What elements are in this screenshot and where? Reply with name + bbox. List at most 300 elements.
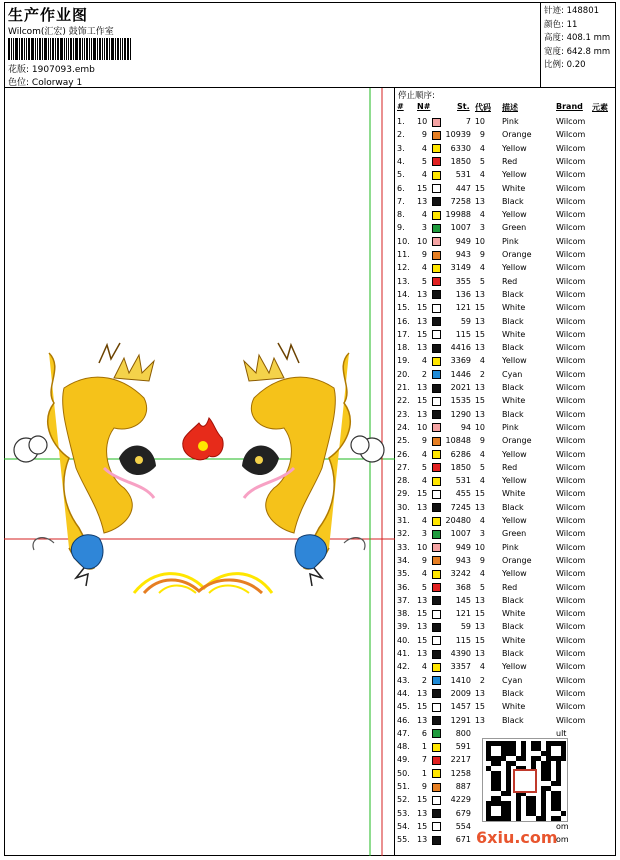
row-index: 15.	[397, 303, 410, 313]
color-swatch	[432, 836, 441, 845]
row-stitches: 3357	[450, 662, 471, 672]
row-description: White	[502, 303, 526, 313]
color-swatch	[432, 822, 441, 831]
row-description: White	[502, 183, 526, 193]
row-description: Red	[502, 462, 518, 472]
row-stitches: 4229	[450, 795, 471, 805]
row-description: Black	[502, 289, 524, 299]
table-row	[395, 674, 616, 687]
table-row	[395, 527, 616, 540]
table-row	[395, 434, 616, 447]
row-stitches: 355	[455, 276, 471, 286]
row-stitches: 531	[455, 476, 471, 486]
row-description: Black	[502, 715, 524, 725]
color-swatch	[432, 517, 441, 526]
qr-cell	[496, 761, 501, 766]
row-stitches: 121	[455, 303, 471, 313]
row-code: 13	[474, 649, 485, 658]
barcode-bar	[68, 38, 69, 60]
row-brand: Wilcom	[556, 542, 586, 552]
row-description: Yellow	[502, 569, 527, 579]
row-code: 3	[479, 223, 485, 233]
color-swatch	[432, 743, 441, 752]
row-code: 9	[479, 130, 485, 140]
row-description: Yellow	[502, 263, 527, 273]
row-needle: 15	[417, 795, 428, 805]
row-stitches: 59	[460, 622, 471, 632]
row-code: 4	[479, 170, 485, 180]
row-code: 15	[474, 609, 485, 619]
row-brand: Wilcom	[556, 170, 586, 180]
barcode-bar	[102, 38, 103, 60]
row-index: 47.	[397, 728, 410, 738]
row-index: 22.	[397, 396, 410, 406]
row-stitches: 3369	[450, 356, 471, 366]
row-stitches: 3149	[450, 263, 471, 273]
row-brand: Wilcom	[556, 635, 586, 645]
row-brand: Wilcom	[556, 502, 586, 512]
row-needle: 5	[421, 582, 427, 592]
row-stitches: 1007	[450, 529, 471, 539]
barcode	[8, 38, 132, 60]
color-swatch	[432, 556, 441, 565]
barcode-bar	[21, 38, 23, 60]
row-needle: 4	[421, 569, 427, 579]
row-stitches: 59	[460, 316, 471, 326]
color-swatch	[432, 211, 441, 220]
row-stitches: 115	[455, 329, 471, 339]
color-swatch	[432, 796, 441, 805]
color-swatch	[432, 197, 441, 206]
row-stitches: 6330	[450, 143, 471, 153]
row-index: 1.	[397, 117, 405, 126]
row-brand: Wilcom	[556, 662, 586, 672]
row-needle: 3	[421, 223, 427, 233]
row-brand: Wilcom	[556, 303, 586, 313]
row-description: Yellow	[502, 143, 527, 153]
color-swatch	[432, 224, 441, 233]
color-swatch	[432, 729, 441, 738]
row-needle: 13	[417, 502, 428, 512]
row-code: 10	[474, 236, 485, 246]
colorway-line	[8, 75, 82, 88]
table-row	[395, 288, 616, 301]
row-index: 16.	[397, 316, 410, 326]
table-row	[395, 421, 616, 434]
row-stitches: 2217	[450, 755, 471, 765]
row-needle: 15	[417, 396, 428, 406]
row-index: 30.	[397, 502, 410, 512]
row-code: 9	[479, 250, 485, 259]
row-index: 46.	[397, 715, 410, 725]
row-index: 43.	[397, 675, 410, 685]
barcode-bar	[37, 38, 38, 60]
row-needle: 7	[421, 755, 427, 765]
row-description: White	[502, 609, 526, 619]
color-swatch	[432, 237, 441, 246]
row-needle: 15	[417, 821, 428, 831]
color-swatch	[432, 809, 441, 818]
row-brand: Wilcom	[556, 356, 586, 366]
row-stitches: 7	[465, 117, 471, 126]
row-needle: 6	[421, 728, 427, 738]
row-needle: 10	[417, 236, 428, 246]
row-code: 5	[479, 582, 485, 592]
row-description: Black	[502, 595, 524, 605]
row-index: 49.	[397, 755, 410, 765]
row-code: 4	[479, 476, 485, 486]
row-brand: Wilcom	[556, 369, 586, 379]
barcode-bar	[11, 38, 12, 60]
table-row	[395, 594, 616, 607]
color-swatch	[432, 344, 441, 353]
row-description: Orange	[502, 555, 532, 565]
row-needle: 4	[421, 449, 427, 459]
table-row	[395, 620, 616, 633]
barcode-bar	[60, 38, 63, 60]
row-stitches: 6286	[450, 449, 471, 459]
table-row	[395, 567, 616, 580]
barcode-bar	[66, 38, 67, 60]
row-code: 15	[474, 489, 485, 499]
col-header-brand: Brand	[556, 102, 583, 111]
color-swatch	[432, 583, 441, 592]
barcode-bar	[35, 38, 36, 60]
table-row	[395, 221, 616, 234]
row-description: Black	[502, 383, 524, 392]
row-code: 4	[479, 569, 485, 579]
qr-cell	[521, 756, 526, 761]
color-swatch	[432, 530, 441, 539]
right-dragon	[242, 343, 384, 586]
table-row	[395, 208, 616, 221]
row-index: 14.	[397, 289, 410, 299]
row-description: Pink	[502, 422, 519, 432]
row-needle: 15	[417, 329, 428, 339]
colorway-value: Colorway 1	[31, 78, 83, 88]
row-brand: Wilcom	[556, 196, 586, 206]
row-stitches: 1850	[450, 156, 471, 166]
row-index: 9.	[397, 223, 405, 233]
row-description: Pink	[502, 236, 519, 246]
qr-cell	[506, 816, 511, 821]
row-needle: 5	[421, 156, 427, 166]
row-index: 37.	[397, 595, 410, 605]
barcode-bar	[24, 38, 25, 60]
row-description: Black	[502, 343, 524, 353]
barcode-bar	[99, 38, 101, 60]
row-index: 13.	[397, 276, 410, 286]
row-needle: 4	[421, 356, 427, 366]
row-description: White	[502, 489, 526, 499]
row-description: Yellow	[502, 449, 527, 459]
row-description: Pink	[502, 117, 519, 126]
row-index: 17.	[397, 329, 410, 339]
barcode-bar	[44, 38, 47, 60]
table-row	[395, 408, 616, 421]
row-needle: 15	[417, 702, 428, 712]
row-code: 15	[474, 329, 485, 339]
row-needle: 13	[417, 409, 428, 419]
row-needle: 13	[417, 289, 428, 299]
row-brand: Wilcom	[556, 383, 586, 392]
row-code: 13	[474, 715, 485, 725]
table-row	[395, 115, 616, 128]
color-swatch	[432, 410, 441, 419]
row-stitches: 1258	[450, 768, 471, 778]
color-swatch	[432, 477, 441, 486]
color-swatch	[432, 357, 441, 366]
row-brand: Wilcom	[556, 130, 586, 140]
row-code: 13	[474, 595, 485, 605]
barcode-bar	[93, 38, 96, 60]
barcode-bar	[124, 38, 126, 60]
table-row	[395, 195, 616, 208]
row-stitches: 949	[455, 236, 471, 246]
row-stitches: 455	[455, 489, 471, 499]
design-value: 1907093.emb	[31, 65, 95, 75]
row-description: Red	[502, 582, 518, 592]
row-stitches: 943	[455, 250, 471, 259]
barcode-bar	[48, 38, 49, 60]
col-header-desc: 描述	[502, 103, 518, 112]
color-swatch	[432, 490, 441, 499]
row-stitches: 4390	[450, 649, 471, 658]
row-brand: Wilcom	[556, 343, 586, 353]
page-title: 生产作业图	[8, 6, 89, 24]
row-stitches: 679	[455, 808, 471, 818]
row-code: 13	[474, 688, 485, 698]
color-swatch	[432, 610, 441, 619]
barcode-bar	[117, 38, 119, 60]
color-swatch	[432, 384, 441, 393]
color-swatch	[432, 596, 441, 605]
row-index: 51.	[397, 782, 410, 791]
row-needle: 9	[421, 555, 427, 565]
row-stitches: 1850	[450, 462, 471, 472]
color-swatch	[432, 171, 441, 180]
wave-pattern	[134, 574, 272, 593]
watermark: 6xiu.com	[476, 828, 558, 847]
row-description: Orange	[502, 436, 532, 446]
table-row	[395, 554, 616, 567]
barcode-bar	[115, 38, 116, 60]
row-stitches: 887	[455, 782, 471, 791]
barcode-bar	[130, 38, 131, 60]
color-swatch	[432, 769, 441, 778]
row-description: Black	[502, 409, 524, 419]
row-index: 23.	[397, 409, 410, 419]
row-brand: Wilcom	[556, 409, 586, 419]
color-swatch	[432, 716, 441, 725]
row-brand: Wilcom	[556, 263, 586, 273]
row-code: 15	[474, 635, 485, 645]
row-index: 18.	[397, 343, 410, 353]
row-code: 9	[479, 555, 485, 565]
row-stitches: 2009	[450, 688, 471, 698]
color-swatch	[432, 157, 441, 166]
table-row	[395, 474, 616, 487]
row-needle: 4	[421, 263, 427, 273]
row-code: 5	[479, 276, 485, 286]
row-index: 24.	[397, 422, 410, 432]
barcode-bar	[31, 38, 34, 60]
row-needle: 4	[421, 170, 427, 180]
barcode-bar	[19, 38, 20, 60]
row-description: Pink	[502, 542, 519, 552]
color-swatch	[432, 317, 441, 326]
color-swatch	[432, 543, 441, 552]
row-needle: 13	[417, 688, 428, 698]
barcode-bar	[8, 38, 10, 60]
barcode-bar	[13, 38, 14, 60]
row-brand: Wilcom	[556, 675, 586, 685]
row-stitches: 1410	[450, 675, 471, 685]
color-swatch	[432, 650, 441, 659]
row-description: Green	[502, 529, 527, 539]
barcode-bar	[86, 38, 88, 60]
color-swatch	[432, 437, 441, 446]
row-brand: Wilcom	[556, 276, 586, 286]
col-header-idx: #	[397, 102, 404, 111]
row-description: Black	[502, 502, 524, 512]
col-header-element: 元素	[592, 103, 608, 112]
row-code: 4	[479, 449, 485, 459]
barcode-bar	[84, 38, 85, 60]
row-needle: 4	[421, 210, 427, 220]
row-brand: om	[556, 835, 569, 845]
row-stitches: 1535	[450, 396, 471, 406]
table-row	[395, 581, 616, 594]
row-index: 40.	[397, 635, 410, 645]
row-stitches: 20480	[445, 516, 471, 525]
row-code: 4	[479, 143, 485, 153]
table-row	[395, 394, 616, 407]
row-index: 42.	[397, 662, 410, 672]
row-index: 25.	[397, 436, 410, 446]
row-description: Yellow	[502, 476, 527, 486]
row-code: 13	[474, 289, 485, 299]
row-code: 13	[474, 622, 485, 632]
row-code: 10	[474, 542, 485, 552]
row-code: 13	[474, 409, 485, 419]
row-index: 55.	[397, 835, 410, 845]
color-swatch	[432, 570, 441, 579]
qr-cell	[561, 811, 566, 816]
row-index: 53.	[397, 808, 410, 818]
qr-code	[482, 738, 568, 822]
color-swatch	[432, 676, 441, 685]
color-swatch	[432, 663, 441, 672]
row-needle: 9	[421, 130, 427, 140]
row-index: 39.	[397, 622, 410, 632]
row-index: 12.	[397, 263, 410, 273]
design-canvas	[4, 88, 395, 856]
row-brand: Wilcom	[556, 329, 586, 339]
row-stitches: 943	[455, 555, 471, 565]
qr-cell	[541, 816, 546, 821]
barcode-bar	[55, 38, 56, 60]
row-description: Yellow	[502, 170, 527, 180]
row-description: Red	[502, 276, 518, 286]
row-stitches: 368	[455, 582, 471, 592]
table-row	[395, 168, 616, 181]
colorway-label: 色位:	[8, 78, 30, 88]
row-description: Red	[502, 156, 518, 166]
table-row	[395, 487, 616, 500]
color-swatch	[432, 304, 441, 313]
color-swatch	[432, 251, 441, 260]
barcode-bar	[120, 38, 121, 60]
row-description: Black	[502, 649, 524, 658]
row-stitches: 7258	[450, 196, 471, 206]
barcode-bar	[64, 38, 65, 60]
row-code: 2	[479, 369, 485, 379]
row-index: 20.	[397, 369, 410, 379]
col-header-needle: N#	[417, 102, 431, 111]
col-header-code: 代码	[475, 103, 491, 112]
row-description: Black	[502, 622, 524, 632]
stat-colors: 颜色: 11	[544, 19, 578, 30]
table-header	[395, 102, 616, 114]
table-row	[395, 182, 616, 195]
color-swatch	[432, 118, 441, 127]
row-brand: Wilcom	[556, 117, 586, 126]
row-index: 11.	[397, 250, 410, 259]
row-stitches: 3242	[450, 569, 471, 579]
row-stitches: 145	[455, 595, 471, 605]
table-row	[395, 261, 616, 274]
row-brand: Wilcom	[556, 462, 586, 472]
row-index: 32.	[397, 529, 410, 539]
row-brand: Wilcom	[556, 595, 586, 605]
row-stitches: 531	[455, 170, 471, 180]
color-swatch	[432, 463, 441, 472]
row-index: 5.	[397, 170, 405, 180]
header-panel	[4, 2, 540, 88]
table-row	[395, 461, 616, 474]
row-code: 10	[474, 117, 485, 126]
row-stitches: 7245	[450, 502, 471, 512]
row-brand: Wilcom	[556, 622, 586, 632]
row-stitches: 19988	[445, 210, 471, 220]
stat-scale: 比例: 0.20	[544, 60, 586, 70]
color-swatch	[432, 397, 441, 406]
row-stitches: 94	[460, 422, 471, 432]
barcode-bar	[57, 38, 59, 60]
barcode-bar	[28, 38, 30, 60]
row-index: 29.	[397, 489, 410, 499]
row-brand: Wilcom	[556, 396, 586, 406]
row-description: Orange	[502, 130, 532, 140]
row-needle: 3	[421, 529, 427, 539]
table-row	[395, 155, 616, 168]
barcode-bar	[111, 38, 114, 60]
row-needle: 13	[417, 808, 428, 818]
color-swatch	[432, 450, 441, 459]
design-line	[8, 62, 95, 75]
table-row	[395, 275, 616, 288]
row-index: 50.	[397, 768, 410, 778]
color-swatch	[432, 264, 441, 273]
row-brand: Wilcom	[556, 569, 586, 579]
barcode-bar	[50, 38, 51, 60]
barcode-bar	[79, 38, 81, 60]
row-brand: Wilcom	[556, 436, 586, 446]
row-brand: om	[556, 821, 569, 831]
row-code: 4	[479, 356, 485, 366]
row-description: White	[502, 702, 526, 712]
